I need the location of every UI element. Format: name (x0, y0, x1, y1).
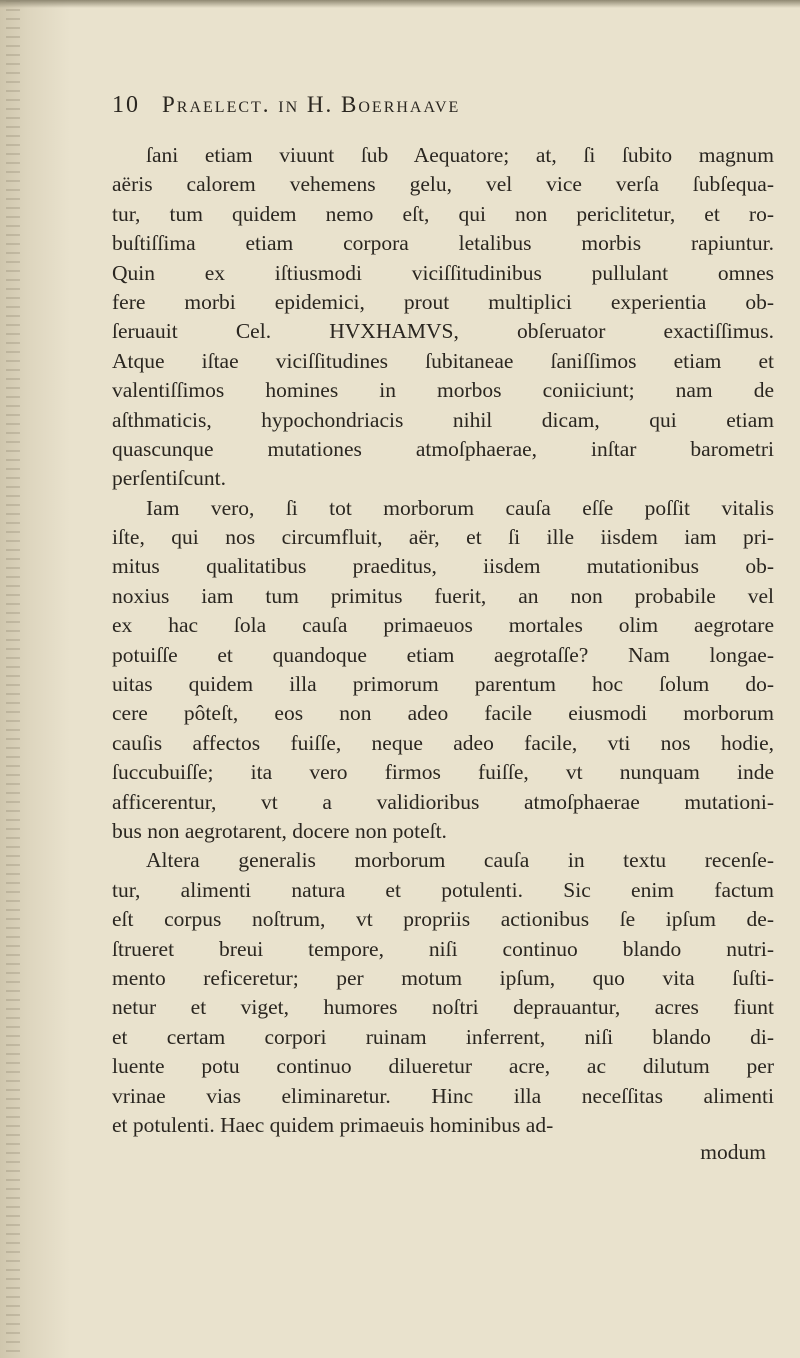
page-top-edge (0, 0, 800, 8)
text-line: bus non aegrotarent, docere non poteſt. (112, 818, 447, 843)
text-line: ſuccubuiſſe; ita vero firmos fuiſſe, vt nunquam inde (112, 760, 774, 785)
text-line: aſthmaticis, hypochondriacis nihil dicam, qui etiam (112, 407, 774, 432)
text-line: mento reficeretur; per motum ipſum, quo vita ſuſti- (112, 965, 774, 990)
text-line: Altera generalis morborum cauſa in textu recenſe- (146, 848, 774, 873)
text-line: valentiſſimos homines in morbos coniiciunt; nam de (112, 378, 774, 403)
text-line: et potulenti. Haec quidem primaeuis hominibus ad- (112, 1112, 554, 1137)
text-line: afficerentur, vt a validioribus atmoſphaerae mutationi- (112, 789, 774, 814)
text-line: ex hac ſola cauſa primaeuos mortales olim aegrotare (112, 613, 774, 638)
text-line: ſani etiam viuunt ſub Aequatore; at, ſi ſubito magnum (146, 143, 774, 167)
running-title: Praelect. in H. Boerhaave (162, 92, 461, 117)
text-line: tur, tum quidem nemo eſt, qui non periclitetur, et ro- (112, 201, 774, 226)
text-line: quascunque mutationes atmoſphaerae, inſtar barometri (112, 436, 774, 461)
paragraph (112, 494, 774, 847)
text-line: Atque iſtae viciſſitudines ſubitaneae ſaniſſimos etiam et (112, 348, 774, 373)
binding-gutter (0, 0, 70, 1358)
text-line: iſte, qui nos circumfluit, aër, et ſi ille iisdem iam pri- (112, 525, 774, 550)
text-line: ſtrueret breui tempore, niſi continuo blando nutri- (112, 936, 774, 961)
text-line: ſeruauit Cel. HVXHAMVS, obſeruator exactiſſimus. (112, 319, 774, 344)
text-line: luente potu continuo dilueretur acre, ac dilutum per (112, 1054, 774, 1079)
text-line: potuiſſe et quandoque etiam aegrotaſſe? Nam longae- (112, 642, 774, 667)
paragraph (112, 846, 774, 1140)
text-line: perſentiſcunt. (112, 466, 227, 491)
text-line: cere pôteſt, eos non adeo facile eiusmodi morborum (112, 701, 774, 726)
text-line: netur et viget, humores noſtri deprauantur, acres fiunt (112, 995, 774, 1020)
text-line: noxius iam tum primitus fuerit, an non probabile vel (112, 583, 774, 608)
text-line: aëris calorem vehemens gelu, vel vice verſa ſubſequa- (112, 172, 774, 197)
text-line: cauſis affectos fuiſſe, neque adeo facile, vti nos hodie, (112, 730, 774, 755)
text-line: Quin ex iſtiusmodi viciſſitudinibus pullulant omnes (112, 260, 774, 285)
catchword: modum (700, 1140, 766, 1165)
text-line: uitas quidem illa primorum parentum hoc ſolum do- (112, 672, 774, 697)
body-text (112, 141, 774, 1140)
text-line: fere morbi epidemici, prout multiplici experientia ob- (112, 289, 774, 314)
text-line: et certam corpori ruinam inferrent, niſi blando di- (112, 1024, 774, 1049)
text-line: Iam vero, ſi tot morborum cauſa eſſe poſſit vitalis (146, 495, 774, 520)
text-line: mitus qualitatibus praeditus, iisdem mutationibus ob- (112, 554, 774, 579)
page-number: 10 (112, 92, 140, 118)
text-line: eſt corpus noſtrum, vt propriis actionibus ſe ipſum de- (112, 907, 774, 932)
paragraph (112, 141, 774, 494)
running-head (112, 92, 774, 119)
text-line: tur, alimenti natura et potulenti. Sic enim factum (112, 877, 774, 902)
text-line: buſtiſſima etiam corpora letalibus morbis rapiuntur. (112, 231, 774, 256)
book-page (112, 92, 774, 1165)
text-line: vrinae vias eliminaretur. Hinc illa neceſſitas alimenti (112, 1083, 774, 1108)
